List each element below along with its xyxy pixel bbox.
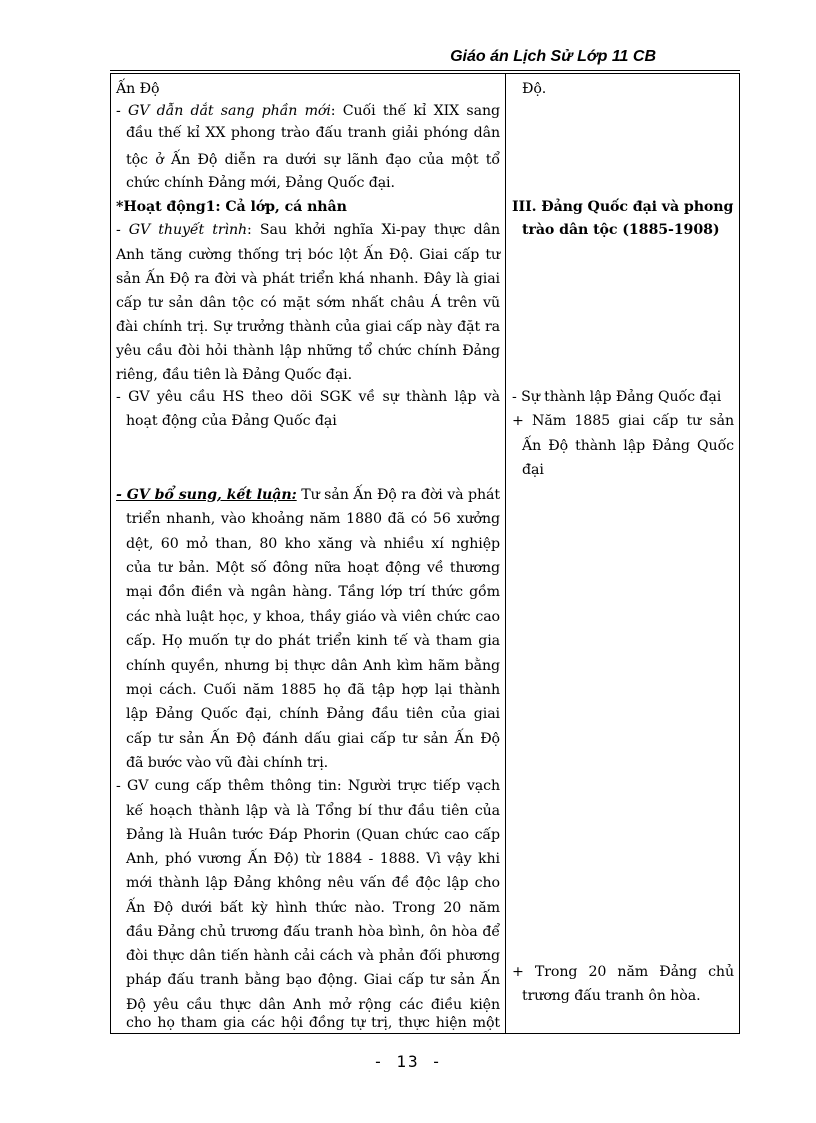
left-line-9: sản Ấn Độ ra đời và phát triển khá nhanh. Đây là giai bbox=[116, 271, 500, 287]
column-divider bbox=[505, 73, 506, 1034]
left-line-20: mại đồn điền và ngân hàng. Tầng lớp trí thức gồm bbox=[126, 584, 500, 600]
left-line-17: triển nhanh, vào khoảng năm 1880 đã có 56 xưởng bbox=[126, 511, 500, 527]
left-line-25: lập Đảng Quốc đại, chính Đảng đầu tiên của giai bbox=[126, 706, 500, 722]
left-line-15: hoạt động của Đảng Quốc đại bbox=[126, 413, 337, 429]
header-rule bbox=[110, 70, 740, 71]
left-line-33: Ấn Độ dưới bất kỳ hình thức nào. Trong 20 năm bbox=[126, 900, 500, 916]
left-line-30: Đảng là Huân tước Đáp Phorin (Quan chức cao cấp bbox=[126, 827, 500, 843]
left-line-31: Anh, phó vương Ấn Độ) từ 1884 - 1888. Vì vậy khi bbox=[126, 851, 500, 867]
left-line-13: riêng, đầu tiên là Đảng Quốc đại. bbox=[116, 367, 352, 383]
activity-label: - GV thuyết trình bbox=[116, 222, 248, 238]
right-line-8: + Trong 20 năm Đảng chủ bbox=[512, 964, 734, 980]
left-line-26: cấp tư sản Ấn Độ đánh dấu giai cấp tư sản Ấn Độ bbox=[126, 731, 500, 747]
left-line-3: đầu thế kỉ XX phong trào đấu tranh giải phóng dân bbox=[126, 125, 500, 141]
left-line-4: tộc ở Ấn Độ diễn ra dưới sự lãnh đạo của một tổ bbox=[126, 152, 500, 168]
left-line-8: Anh tăng cường thống trị bóc lột Ấn Độ. Giai cấp tư bbox=[116, 247, 500, 263]
section-heading: III. Đảng Quốc đại và phong bbox=[512, 199, 734, 215]
left-line-12: yêu cầu đòi hỏi thành lập những tổ chức chính Đảng bbox=[116, 343, 500, 359]
left-line-1: Ấn Độ bbox=[116, 81, 160, 97]
left-line-37: Độ yêu cầu thực dân Anh mở rộng các điều kiện bbox=[126, 997, 500, 1013]
left-line-38: cho họ tham gia các hội đồng tự trị, thực hiện một bbox=[126, 1015, 500, 1031]
left-line-18: dệt, 60 mỏ than, 80 kho xăng và nhiều xí nghiệp bbox=[126, 536, 500, 552]
page-number: - 13 - bbox=[373, 1052, 443, 1071]
document-header-title: Giáo án Lịch Sử Lớp 11 CB bbox=[450, 48, 656, 65]
right-line-9: trương đấu tranh ôn hòa. bbox=[522, 988, 701, 1004]
right-line-4: - Sự thành lập Đảng Quốc đại bbox=[512, 389, 722, 405]
right-line-7: đại bbox=[522, 462, 544, 478]
activity-heading: *Hoạt động1: Cả lớp, cá nhân bbox=[116, 199, 347, 215]
left-line-35: đòi thực dân tiến hành cải cách và phản đối phương bbox=[126, 948, 500, 964]
right-line-6: Ấn Độ thành lập Đảng Quốc bbox=[522, 438, 734, 454]
left-line-10: cấp tư sản dân tộc có mặt sớm nhất châu Á trên vũ bbox=[116, 295, 500, 311]
left-line-2: - GV dẫn dắt sang phần mới: Cuối thế kỉ XIX sang bbox=[116, 103, 500, 119]
left-line-19: của tư bản. Một số đông nữa hoạt động về thương bbox=[126, 560, 500, 576]
activity-label: - GV dẫn dắt sang phần mới bbox=[116, 103, 331, 119]
left-line-28: - GV cung cấp thêm thông tin: Người trực tiếp vạch bbox=[116, 778, 500, 794]
section-heading-cont: trào dân tộc (1885-1908) bbox=[522, 222, 720, 238]
left-line-21: các nhà luật học, y khoa, thầy giáo và viên chức cao bbox=[126, 609, 500, 625]
activity-label: - GV bổ sung, kết luận: bbox=[116, 487, 297, 503]
left-line-11: đài chính trị. Sự trưởng thành của giai cấp này đặt ra bbox=[116, 319, 500, 335]
left-line-5: chức chính Đảng mới, Đảng Quốc đại. bbox=[126, 175, 395, 191]
left-line-29: kế hoạch thành lập và là Tổng bí thư đầu tiên của bbox=[126, 803, 500, 819]
left-line-14: - GV yêu cầu HS theo dõi SGK về sự thành lập và bbox=[116, 389, 500, 405]
left-line-27: đã bước vào vũ đài chính trị. bbox=[126, 755, 329, 771]
right-line-5: + Năm 1885 giai cấp tư sản bbox=[512, 413, 734, 429]
left-line-22: cấp. Họ muốn tự do phát triển kinh tế và tham gia bbox=[126, 633, 500, 649]
left-line-24: mọi cách. Cuối năm 1885 họ đã tập hợp lại thành bbox=[126, 682, 500, 698]
left-line-34: đầu Đảng chủ trương đấu tranh hòa bình, ôn hòa để bbox=[126, 924, 500, 940]
left-line-7: - GV thuyết trình: Sau khởi nghĩa Xi-pay thực dân bbox=[116, 222, 500, 238]
left-line-16: - GV bổ sung, kết luận: Tư sản Ấn Độ ra đời và phát bbox=[116, 487, 500, 503]
left-line-23: chính quyền, nhưng bị thực dân Anh kìm hãm bằng bbox=[126, 658, 500, 674]
right-line-1: Độ. bbox=[522, 81, 547, 97]
left-line-36: pháp đấu tranh bằng bạo động. Giai cấp tư sản Ấn bbox=[126, 972, 500, 988]
left-line-32: mới thành lập Đảng không nêu vấn đề độc lập cho bbox=[126, 875, 500, 891]
